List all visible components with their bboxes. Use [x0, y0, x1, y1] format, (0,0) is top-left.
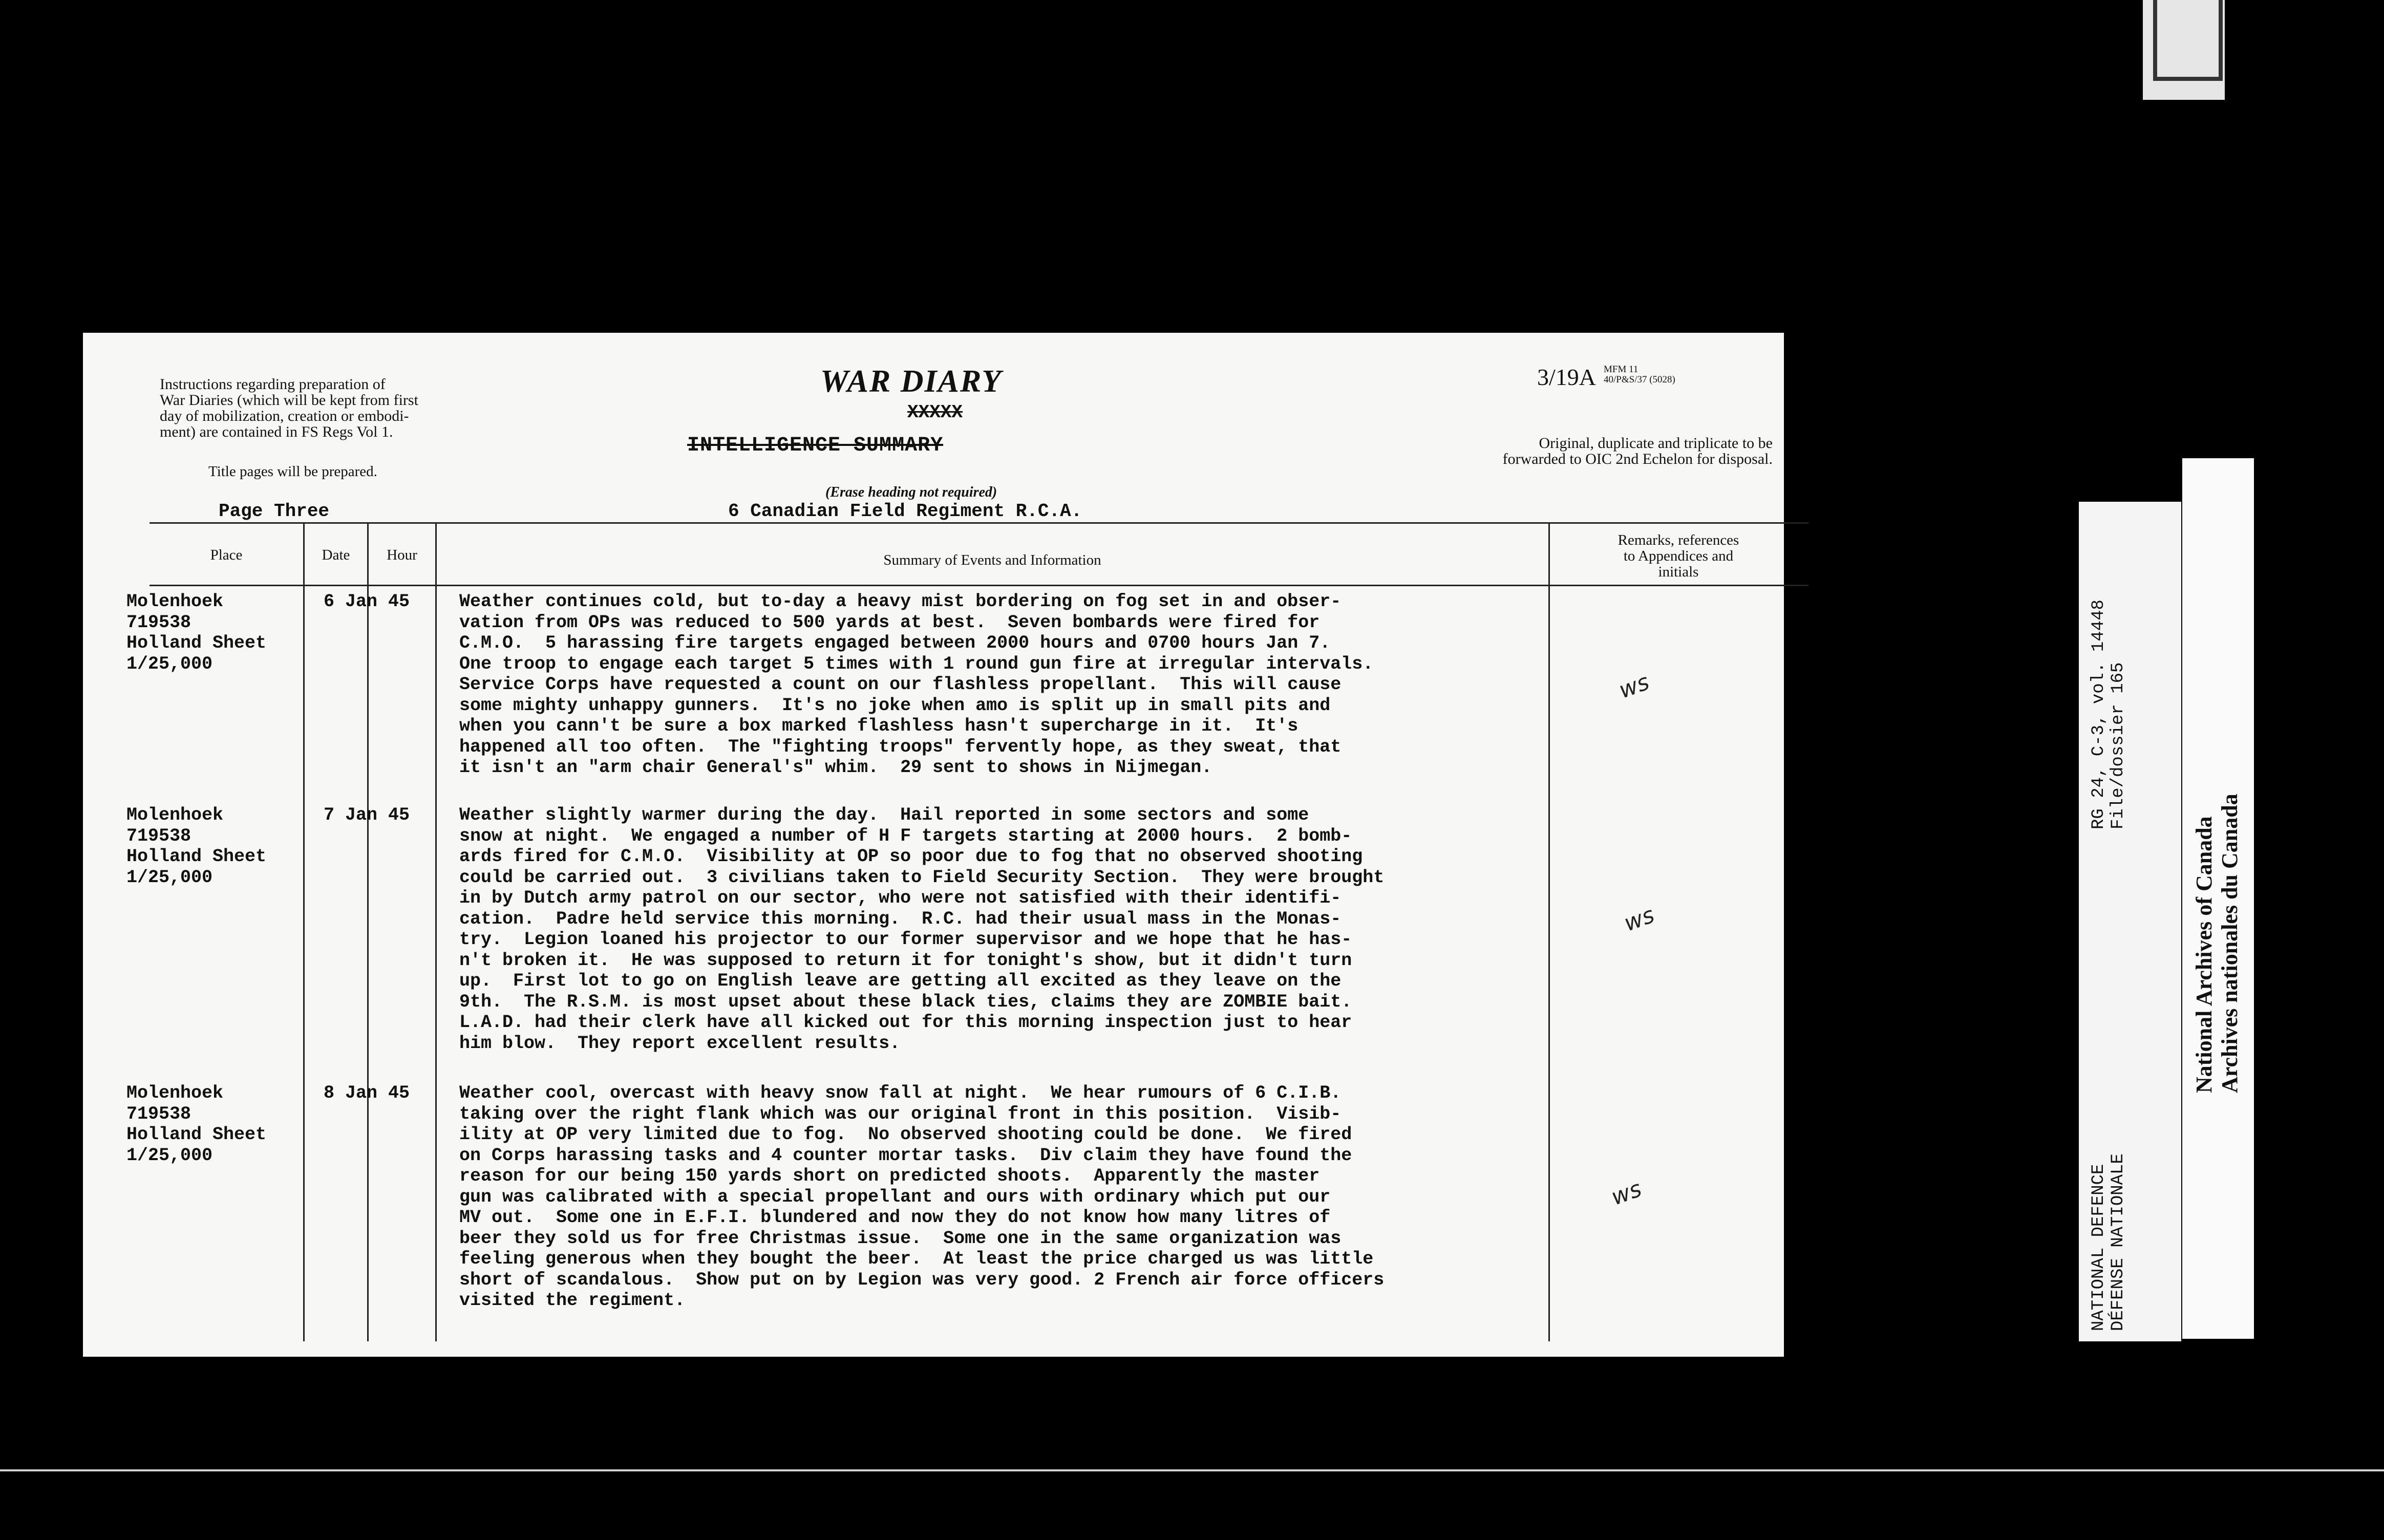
form-number: 3/19A — [1537, 364, 1596, 390]
entry-date: 7 Jan 45 — [324, 805, 410, 825]
column-divider — [435, 522, 437, 1341]
archives-name — [2191, 794, 2243, 1093]
department-line: DÉFENSE NATIONALE — [2109, 1153, 2128, 1331]
title-pages-note: Title pages will be prepared. — [208, 463, 377, 480]
erase-note: (Erase heading not required) — [825, 484, 997, 500]
entry-place: Molenhoek 719538 Holland Sheet 1/25,000 — [126, 591, 267, 674]
department-name — [2089, 1153, 2128, 1331]
scanner-edge-line — [0, 1469, 2384, 1471]
archive-reference — [2089, 600, 2128, 829]
form-code-line: MFM 11 — [1604, 364, 1638, 375]
archives-canada-label — [2182, 458, 2254, 1339]
war-diary-sheet — [83, 333, 1784, 1357]
corner-tab — [2143, 0, 2225, 100]
archives-line: National Archives of Canada — [2191, 816, 2217, 1093]
column-divider — [367, 522, 369, 1341]
instructions-line: ment) are contained in FS Regs Vol 1. — [160, 423, 393, 440]
disposal-note — [1363, 435, 1773, 467]
entry-date: 6 Jan 45 — [324, 591, 410, 612]
header-summary: Summary of Events and Information — [883, 552, 1101, 568]
unit-name: 6 Canadian Field Regiment R.C.A. — [728, 501, 1082, 522]
archive-reference-line: File/dossier 165 — [2109, 662, 2128, 829]
crossed-out-heading: INTELLIGENCE SUMMARY — [687, 434, 944, 457]
entry-initials: ws — [1615, 669, 1653, 704]
header-remarks-line: to Appendices and — [1623, 548, 1734, 564]
instructions-line: War Diaries (which will be kept from first — [160, 392, 418, 409]
form-title: WAR DIARY — [820, 364, 1003, 399]
header-date: Date — [322, 547, 350, 563]
header-hour: Hour — [387, 547, 417, 563]
corner-mark-icon — [2153, 0, 2223, 81]
header-place: Place — [210, 547, 243, 563]
instructions-line: day of mobilization, creation or embodi- — [160, 408, 409, 424]
table-top-rule — [150, 522, 1808, 524]
entry-summary: Weather continues cold, but to-day a heavy mist bordering on fog set in and obser- vation from OPs was reduced to 500 yards at best. Seven bombards were fired for C.M.O. 5 harassing fire targets engaged between 2000 hours and 0700 hours Jan 7. One troop to engage each target 5 times with 1 round gun fire at irregular intervals. Service Corps have requested a count on our flashless propellant. This will cause some mighty unhappy gunners. It's no joke when amo is split up in small pits and when you cann't be sure a box marked flashless hasn't supercharge in it. It's happened all too often. The "fighting troops" fervently hope, as they sweat, that it isn't an "arm chair General's" whim. 29 sent to shows in Nijmegan. — [459, 591, 1374, 778]
header-bottom-rule — [150, 585, 1808, 586]
entry-summary: Weather slightly warmer during the day. Hail reported in some sectors and some snow at night. We engaged a number of H F targets starting at 2000 hours. 2 bomb- ards fired for C.M.O. Visibility at OP so poor due to fog that no observed shooting could be carried out. 3 civilians taken to Field Security Section. They were brought in by Dutch army patrol on our sector, who were not satisfied with their identifi- cation. Padre held service this morning. R.C. had their usual mass in the Monas- try. Legion loaned his projector to our former supervisor and we hope that he has- n't broken it. He was supposed to return it for tonight's show, but it didn't turn up. First lot to go on English leave are getting all excited as they leave on the 9th. The R.S.M. is most upset about these black ties, claims they are ZOMBIE bait. L.A.D. had their clerk have all kicked out for this morning inspection just to hear him blow. They report excellent results. — [459, 805, 1385, 1054]
form-code — [1604, 365, 1675, 385]
entry-initials: ws — [1621, 902, 1658, 937]
column-divider — [1548, 522, 1550, 1341]
department-line: NATIONAL DEFENCE — [2089, 1164, 2109, 1331]
form-code-line: 40/P&S/37 (5028) — [1604, 374, 1675, 385]
instructions-line: Instructions regarding preparation of — [160, 376, 386, 393]
entry-place: Molenhoek 719538 Holland Sheet 1/25,000 — [126, 1083, 267, 1166]
disposal-line: forwarded to OIC 2nd Echelon for disposal. — [1502, 451, 1773, 467]
archives-line: Archives nationales du Canada — [2217, 794, 2242, 1093]
entry-summary: Weather cool, overcast with heavy snow fall at night. We hear rumours of 6 C.I.B. taking over the right flank which was our original front in this position. Visib- ility at OP very limited due to fog. No observed shooting could be done. We fired on Corps harassing tasks and 4 counter mortar tasks. Div claim they have found the reason for our being 150 yards short on predicted shoots. Apparently the master gun was calibrated with a special propellant and ours with ordinary which put our MV out. Some one in E.F.I. blundered and now they do not know how many litres of beer they sold us for free Christmas issue. Some one in the same organization was feeling generous when they bought the beer. At least the price charged us was little short of scandalous. Show put on by Legion was very good. 2 French air force officers visited the regiment. — [459, 1083, 1385, 1311]
archive-reference-label — [2079, 502, 2181, 1341]
header-remarks-line: Remarks, references — [1617, 532, 1739, 548]
entry-place: Molenhoek 719538 Holland Sheet 1/25,000 — [126, 805, 267, 888]
archive-reference-line: RG 24, C-3, vol. 14448 — [2089, 600, 2109, 829]
entry-initials: ws — [1608, 1175, 1645, 1211]
crossed-out-mark: XXXXX — [907, 402, 963, 423]
disposal-line: Original, duplicate and triplicate to be — [1539, 435, 1773, 452]
header-remarks-line: initials — [1658, 564, 1699, 580]
entry-date: 8 Jan 45 — [324, 1083, 410, 1103]
column-divider — [303, 522, 305, 1341]
instructions-note — [160, 376, 580, 440]
header-remarks — [1550, 532, 1806, 580]
page-number: Page Three — [219, 501, 330, 522]
